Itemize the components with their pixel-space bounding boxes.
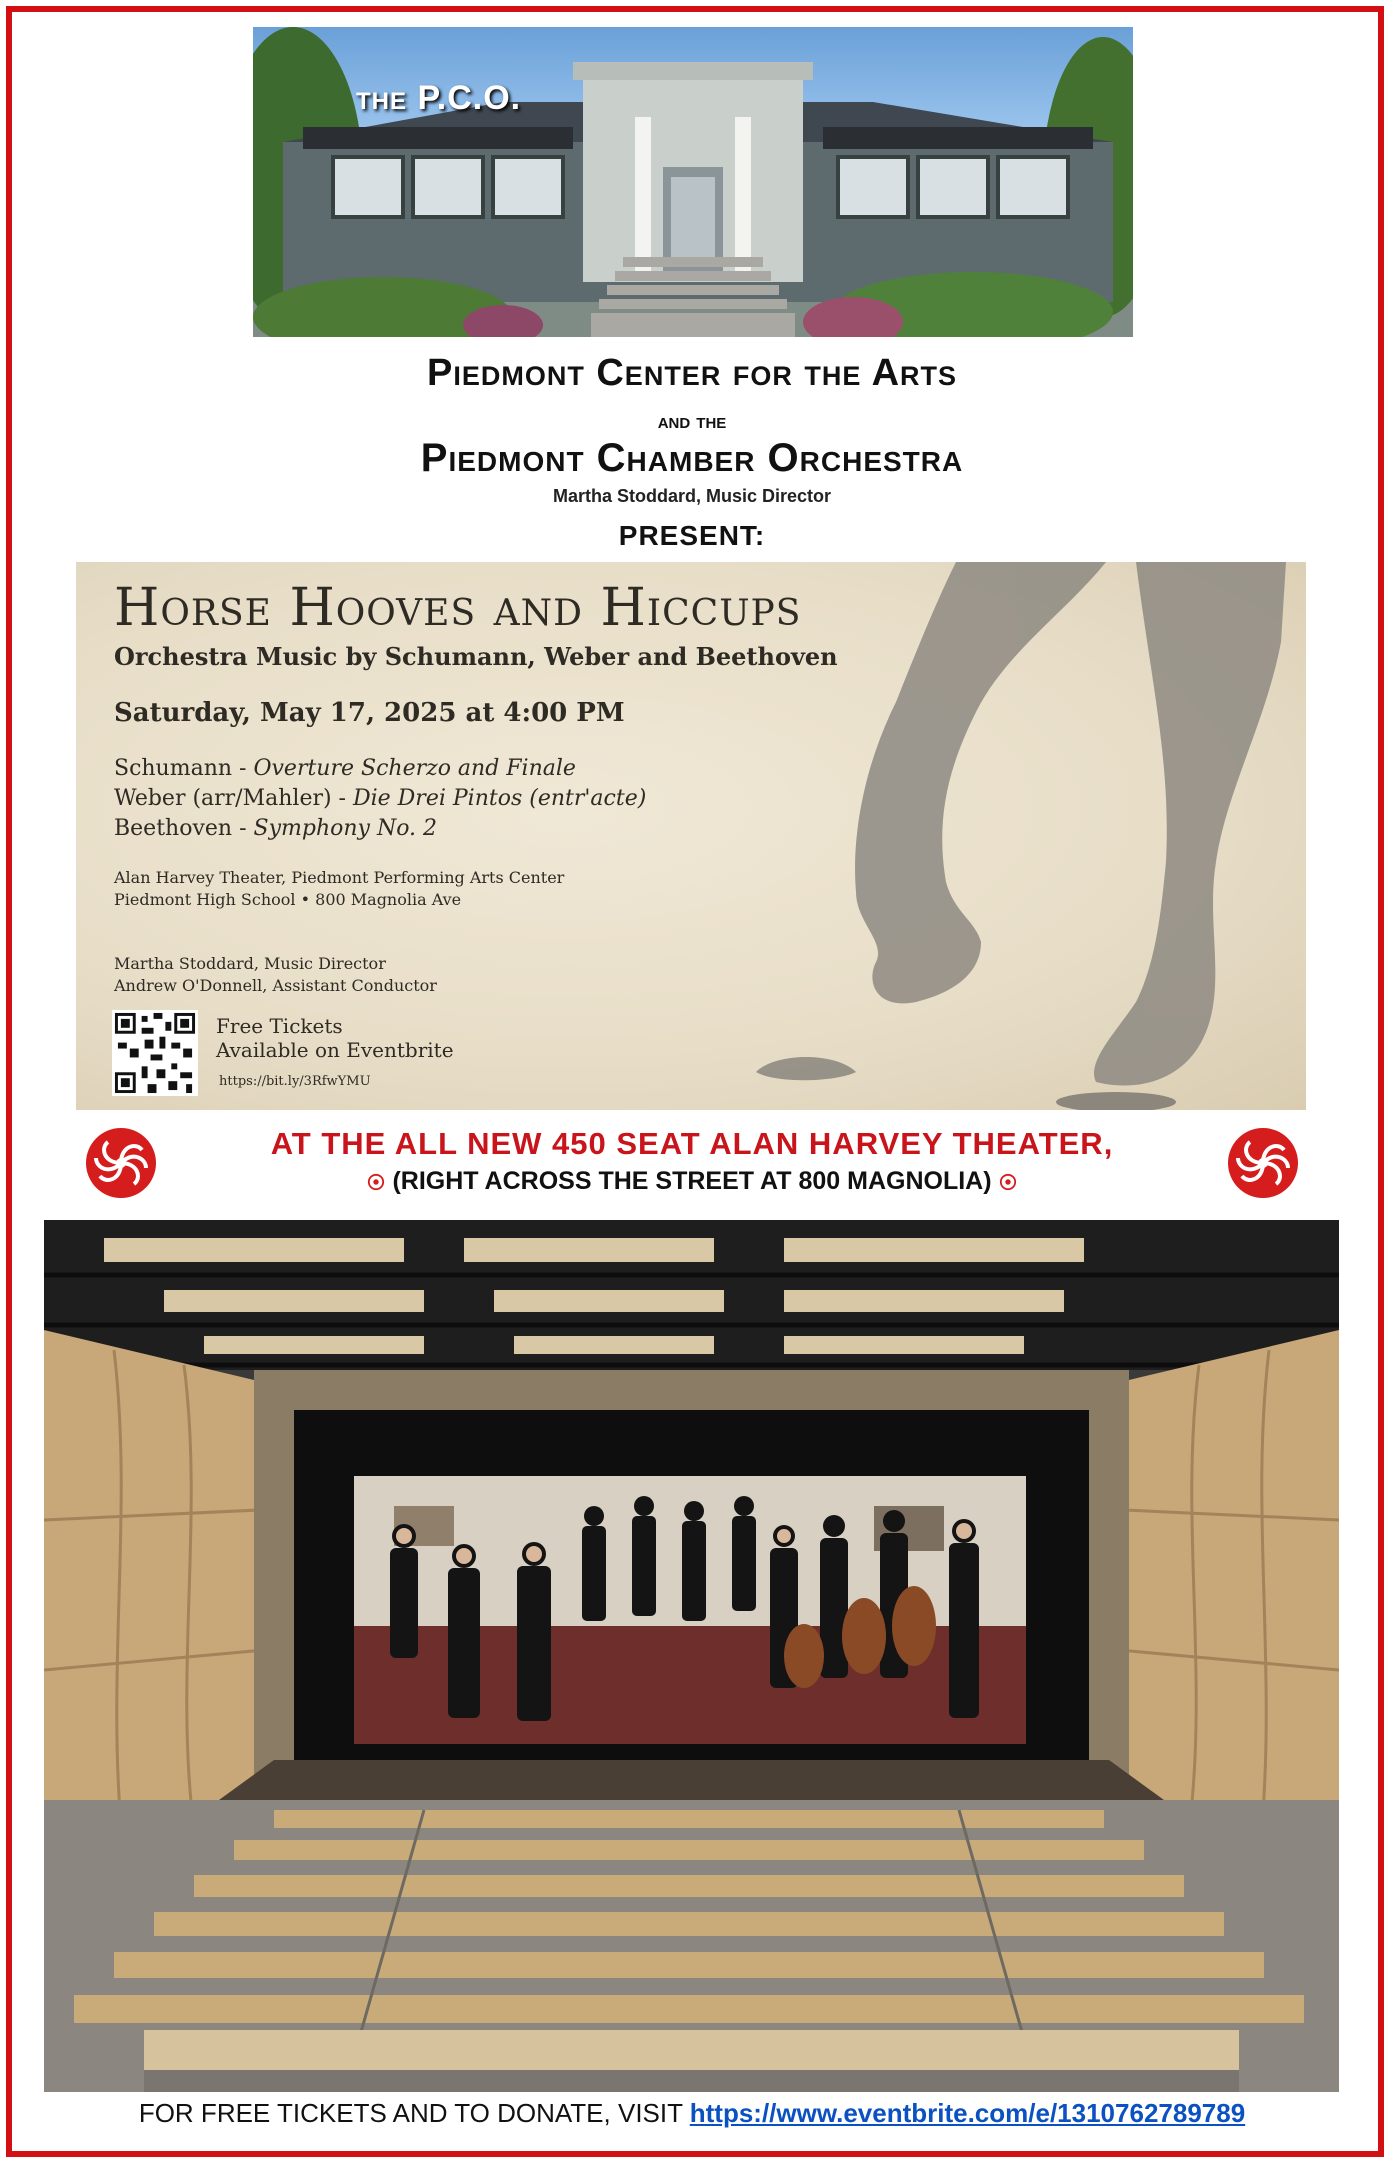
music-director-credit: Martha Stoddard, Music Director: [552, 486, 832, 506]
footer-line: [0, 2098, 1384, 2129]
announcement-line-2: (RIGHT ACROSS THE STREET AT 800 MAGNOLIA): [0, 1167, 1384, 1196]
assistant-line: Andrew O'Donnell, Assistant Conductor: [114, 976, 437, 995]
concert-title: Horse Hooves and Hiccups: [114, 578, 802, 638]
pco-logo-text: THE P.C.O.: [356, 79, 522, 117]
qr-code-icon[interactable]: [112, 1010, 198, 1096]
venue-line: Alan Harvey Theater, Piedmont Performing Arts Center: [114, 868, 565, 887]
building-photo: [253, 27, 1133, 337]
concert-subtitle: Orchestra Music by Schumann, Weber and Beethoven: [114, 642, 838, 671]
concert-flyer: [76, 562, 1306, 1110]
title-arts-center: Piedmont Center for the Arts: [426, 352, 958, 394]
theater-photo: [44, 1220, 1339, 2092]
footer-text: FOR FREE TICKETS AND TO DONATE, VISIT: [138, 2098, 690, 2128]
announcement-line-1: AT THE ALL NEW 450 SEAT ALAN HARVEY THEATER,: [270, 1126, 1114, 1161]
venue-line: Piedmont High School • 800 Magnolia Ave: [114, 890, 462, 909]
program-item: Weber (arr/Mahler) - Die Drei Pintos (entr'acte): [114, 786, 647, 811]
free-tickets-label: Free Tickets: [216, 1014, 343, 1038]
title-and-the: and the: [657, 408, 727, 433]
concert-date: Saturday, May 17, 2025 at 4:00 PM: [114, 698, 625, 728]
title-orchestra: Piedmont Chamber Orchestra: [420, 436, 964, 480]
program-item: Beethoven - Symphony No. 2: [114, 816, 438, 841]
eventbrite-label: Available on Eventbrite: [216, 1038, 454, 1062]
eventbrite-link[interactable]: https://www.eventbrite.com/e/1310762789789: [689, 2098, 1246, 2128]
small-swirl-icon: [999, 1173, 1017, 1191]
orchestra-group-photo: [354, 1476, 1026, 1744]
present-label: PRESENT:: [618, 520, 766, 551]
director-line: Martha Stoddard, Music Director: [114, 954, 386, 973]
short-url[interactable]: https://bit.ly/3RfwYMU: [219, 1074, 371, 1089]
small-swirl-icon: [367, 1173, 385, 1191]
program-item: Schumann - Overture Scherzo and Finale: [114, 756, 576, 781]
